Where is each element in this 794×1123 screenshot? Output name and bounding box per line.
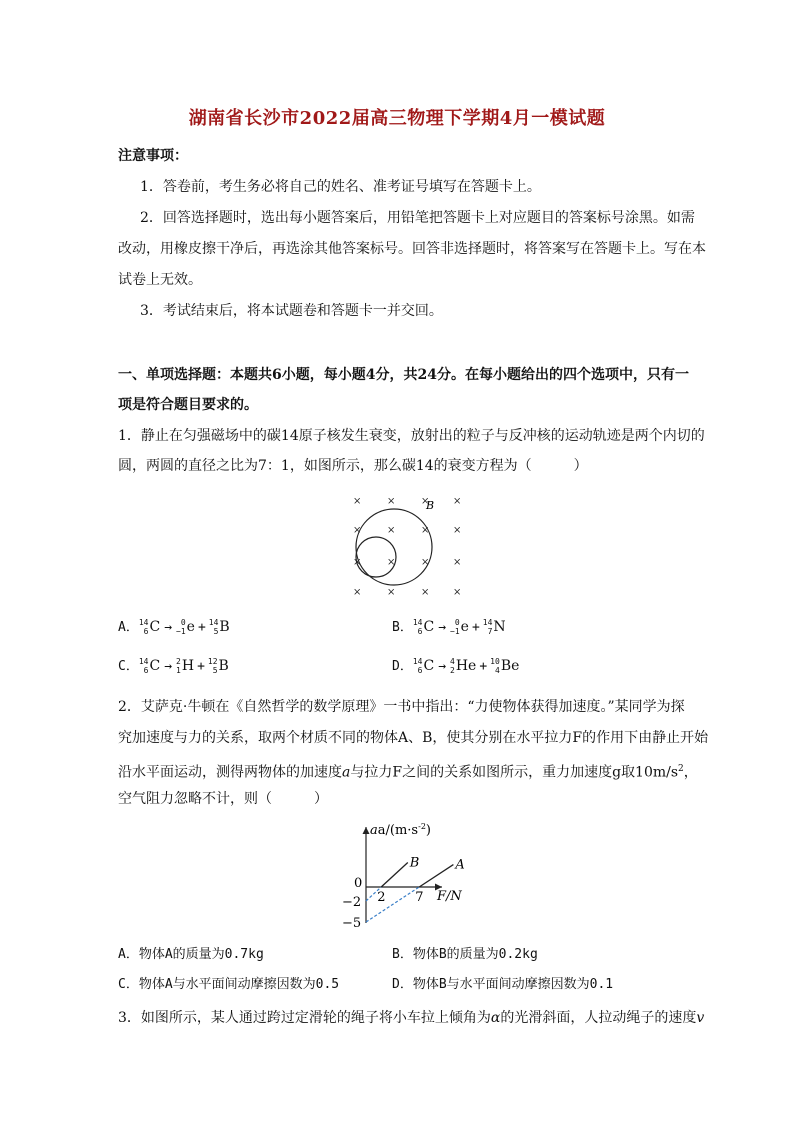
notes-heading: 注意事项： — [118, 148, 188, 164]
field-cross-mark: × — [421, 557, 430, 568]
note-item: 改动，用橡皮擦干净后，再选涂其他答案标号。回答非选择题时，将答案写在答题卡上。写在本 — [118, 241, 706, 257]
option-letter: B． — [392, 619, 413, 635]
nuclide: 14 6 C — [138, 618, 161, 636]
series-B-line — [381, 863, 408, 888]
field-label: B — [426, 499, 435, 512]
nuclide: 14 6 C — [412, 618, 435, 636]
reaction-arrow: → — [164, 658, 173, 674]
reaction-arrow: → — [164, 619, 173, 635]
question-2-text: 2．艾萨克·牛顿在《自然哲学的数学原理》一书中指出：“力使物体获得加速度。”某同学为探 — [118, 699, 685, 715]
series-label: B — [409, 855, 420, 871]
origin-label: 0 — [354, 876, 363, 891]
nuclide: 14 6 C — [138, 657, 161, 675]
nuclide: 4 2 He — [450, 657, 477, 675]
reaction-arrow: → — [438, 619, 447, 635]
field-cross-mark: × — [353, 587, 362, 598]
field-cross-mark: × — [421, 525, 430, 536]
note-item: 试卷上无效。 — [118, 272, 202, 288]
nuclide: 2 1 H — [176, 657, 195, 675]
nuclide: 14 6 C — [412, 657, 435, 675]
field-cross-mark: × — [421, 587, 430, 598]
field-cross-mark: × — [387, 496, 396, 507]
option-letter: A． — [118, 619, 139, 635]
x-tick-label: 7 — [415, 890, 424, 905]
option-b[interactable]: B． 14 6 C → 0 −1 e + 14 7 N — [392, 618, 506, 636]
page-title: 湖南省长沙市2022届高三物理下学期4月一模试题 — [188, 108, 606, 129]
nuclide: 10 4 Be — [490, 657, 520, 675]
field-cross-mark: × — [387, 557, 396, 568]
question-2-text-cont: 空气阻力忽略不计，则（ ） — [118, 791, 328, 807]
nuclide: 14 7 N — [482, 618, 506, 636]
field-cross-mark: × — [353, 525, 362, 536]
question-2-text-cont: 究加速度与力的关系，取两个材质不同的物体A、B，使其分别在水平拉力F的作用下由静止开始 — [118, 730, 709, 746]
x-axis-label: F/N — [437, 889, 462, 904]
field-cross-mark: × — [353, 496, 362, 507]
option-d[interactable]: D．物体B与水平面间动摩擦因数为0.1 — [392, 977, 614, 992]
option-a[interactable]: A．物体A的质量为0.7kg — [118, 947, 264, 962]
option-d[interactable]: D． 14 6 C → 4 2 He + 10 4 Be — [392, 657, 520, 675]
y-tick-label: −5 — [342, 916, 362, 930]
field-cross-mark: × — [421, 496, 430, 507]
y-tick-label: −2 — [342, 895, 362, 910]
option-a[interactable]: A． 14 6 C → 0 −1 e + 14 5 B — [118, 618, 230, 636]
series-A-extension — [366, 887, 419, 922]
note-item: 3．考试结束后，将本试题卷和答题卡一并交回。 — [140, 303, 443, 319]
nuclide: 0 −1 e — [450, 618, 469, 636]
note-item: 2．回答选择题时，选出每小题答案后，用铅笔把答题卡上对应题目的答案标号涂黑。如需 — [140, 210, 695, 226]
nuclide: 0 −1 e — [176, 618, 195, 636]
field-cross-mark: × — [387, 587, 396, 598]
section-heading: 一、单项选择题：本题共6小题，每小题4分，共24分。在每小题给出的四个选项中，只有一 — [118, 367, 689, 383]
field-cross-mark: × — [353, 557, 362, 568]
option-letter: D． — [392, 658, 413, 674]
field-cross-mark: × — [387, 525, 396, 536]
option-c[interactable]: C．物体A与水平面间动摩擦因数为0.5 — [118, 977, 340, 992]
acceleration-force-chart — [336, 815, 476, 930]
field-cross-mark: × — [453, 587, 462, 598]
nuclide: 14 5 B — [208, 618, 230, 636]
section-heading-cont: 项是符合题目要求的。 — [118, 397, 258, 413]
y-axis-label: $aa/(m\cdot s^{-2})$ — [370, 822, 431, 838]
option-letter: C． — [118, 658, 139, 674]
option-c[interactable]: C． 14 6 C → 2 1 H + 12 5 B — [118, 657, 229, 675]
question-1-text-cont: 圆，两圆的直径之比为7：1，如图所示，那么碳14的衰变方程为（ ） — [118, 458, 588, 474]
field-cross-mark: × — [453, 496, 462, 507]
question-1-text: 1．静止在匀强磁场中的碳14原子核发生衰变，放射出的粒子与反冲核的运动轨迹是两个内切的 — [118, 428, 705, 444]
series-A-line — [419, 865, 453, 887]
option-b[interactable]: B．物体B的质量为0.2kg — [392, 947, 538, 962]
reaction-arrow: → — [438, 658, 447, 674]
question-2-text-cont: 沿水平面运动，测得两物体的加速度a与拉力F之间的关系如图所示，重力加速度g取$10m/s^2$， — [118, 764, 698, 781]
field-cross-mark: × — [453, 525, 462, 536]
nuclide: 12 5 B — [207, 657, 229, 675]
series-label: A — [455, 857, 465, 873]
question-3-text: 3．如图所示，某人通过跨过定滑轮的绳子将小车拉上倾角为α的光滑斜面，人拉动绳子的速度v — [118, 1010, 705, 1026]
field-cross-mark: × — [453, 557, 462, 568]
x-tick-label: 2 — [377, 890, 386, 905]
note-item: 1．答卷前，考生务必将自己的姓名、准考证号填写在答题卡上。 — [140, 179, 541, 195]
magnetic-field-figure — [340, 485, 480, 600]
